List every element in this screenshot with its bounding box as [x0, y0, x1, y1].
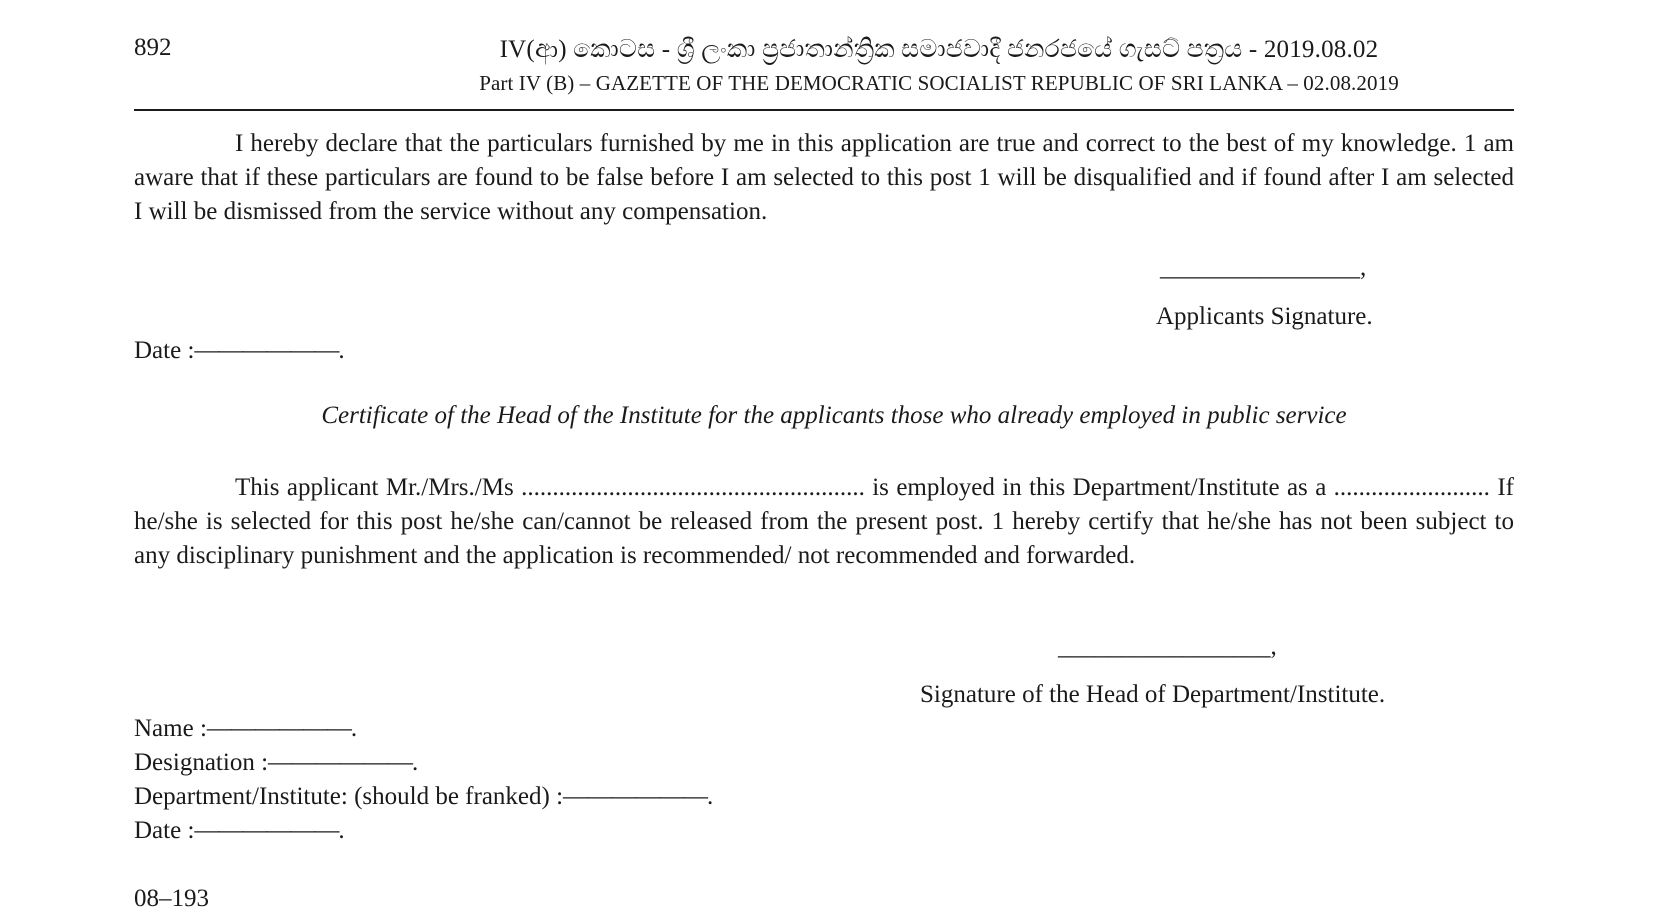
head-signature-caption: Signature of the Head of Department/Institute.: [920, 681, 1386, 708]
applicant-signature-caption: Applicants Signature.: [1156, 303, 1373, 330]
header-divider: [134, 109, 1514, 111]
applicant-signature-line: ________________,: [1160, 254, 1367, 281]
declaration-date-field: [134, 337, 344, 365]
certificate-date-label: Date :: [134, 817, 195, 844]
certificate-paragraph: [134, 471, 1514, 573]
header-title-english: Part IV (B) – GAZETTE OF THE DEMOCRATIC SOCIALIST REPUBLIC OF SRI LANKA – 02.08.2019: [479, 71, 1399, 95]
department-blank: ——————.: [563, 783, 713, 810]
certificate-text: This applicant Mr./Mrs./Ms ....................................................... is employed in this Department/Institute as a ......................... If he/she is selected for this post he/she can/cannot be released from the present post. 1 hereby certify that he/she has not been subject to any disciplinary punishment and the application is recommended/ not recommended and forwarded.: [134, 474, 1514, 569]
name-label: Name :: [134, 715, 207, 742]
header-title-sinhala: IV(ආ) කොටස - ශ්‍රී ලංකා ප්‍රජාතාන්ත්‍රික සමාජවාදී ජනරජයේ ගැසට් පත්‍රය - 2019.08.02: [499, 36, 1379, 63]
certificate-date-field: [134, 817, 344, 845]
name-blank: ——————.: [206, 715, 357, 742]
department-field: [134, 783, 712, 811]
declaration-text: I hereby declare that the particulars furnished by me in this application are true and correct to the best of my knowledge. 1 am aware that if these particulars are found to be false before I am selected to this post 1 will be disqualified and if found after I am selected I will be dismissed from the service without any compensation.: [134, 130, 1514, 225]
declaration-date-label: Date :: [134, 337, 195, 364]
designation-field: [134, 749, 417, 777]
department-label: Department/Institute: (should be franked) :: [134, 783, 564, 810]
certificate-date-blank: ——————.: [194, 817, 344, 844]
head-signature-line: _________________,: [1058, 633, 1277, 660]
page-number: 892: [134, 34, 172, 61]
designation-blank: ——————.: [268, 749, 418, 776]
declaration-paragraph: [134, 127, 1514, 229]
declaration-date-blank: ——————.: [194, 337, 344, 364]
certificate-heading: Certificate of the Head of the Institute for the applicants those who already employed in public service: [321, 402, 1347, 429]
notice-number: 08–193: [134, 885, 209, 912]
name-field: [134, 715, 356, 743]
designation-label: Designation :: [134, 749, 269, 776]
